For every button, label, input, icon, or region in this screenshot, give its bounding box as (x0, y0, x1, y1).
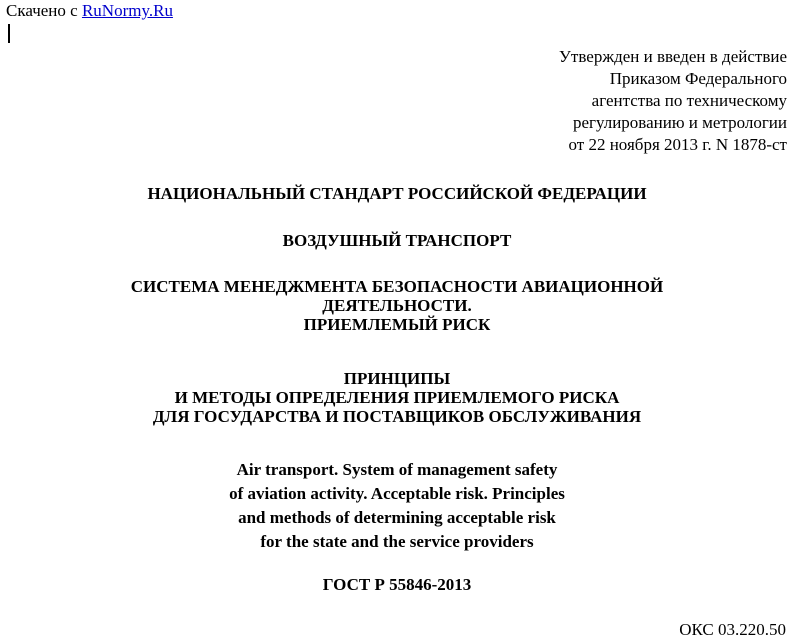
approval-line: агентства по техническому (591, 91, 787, 110)
subject-heading: ВОЗДУШНЫЙ ТРАНСПОРТ (282, 231, 512, 250)
national-standard-heading: НАЦИОНАЛЬНЫЙ СТАНДАРТ РОССИЙСКОЙ ФЕДЕРАЦИИ (147, 184, 647, 203)
source-line (6, 1, 173, 21)
english-title-line: of aviation activity. Acceptable risk. Principles (229, 484, 565, 503)
english-title-line: Air transport. System of management safety (236, 460, 558, 479)
source-prefix: Скачено с (6, 1, 78, 20)
principles-heading-line: ДЛЯ ГОСУДАРСТВА И ПОСТАВЩИКОВ ОБСЛУЖИВАНИЯ (152, 407, 642, 426)
approval-line: Приказом Федерального (609, 69, 787, 88)
system-heading-line: СИСТЕМА МЕНЕДЖМЕНТА БЕЗОПАСНОСТИ АВИАЦИОННОЙ (130, 277, 664, 296)
principles-heading-line: ПРИНЦИПЫ (343, 369, 451, 388)
principles-heading (0, 369, 790, 426)
english-title (0, 458, 790, 554)
principles-heading-line: И МЕТОДЫ ОПРЕДЕЛЕНИЯ ПРИЕМЛЕМОГО РИСКА (174, 388, 620, 407)
approval-block (559, 46, 787, 156)
text-cursor (8, 24, 10, 43)
english-title-line: for the state and the service providers (260, 532, 534, 551)
system-heading (0, 277, 790, 334)
english-title-line: and methods of determining acceptable risk (238, 508, 556, 527)
oks-code: ОКС 03.220.50 (679, 620, 786, 639)
approval-line: от 22 ноября 2013 г. N 1878-ст (568, 135, 787, 154)
system-heading-line: ДЕЯТЕЛЬНОСТИ. (322, 296, 472, 315)
system-heading-line: ПРИЕМЛЕМЫЙ РИСК (303, 315, 491, 334)
gost-number: ГОСТ Р 55846-2013 (322, 575, 472, 594)
runormy-link[interactable]: RuNormy.Ru (81, 1, 173, 20)
approval-line: Утвержден и введен в действие (558, 47, 787, 66)
approval-line: регулированию и метрологии (572, 113, 787, 132)
